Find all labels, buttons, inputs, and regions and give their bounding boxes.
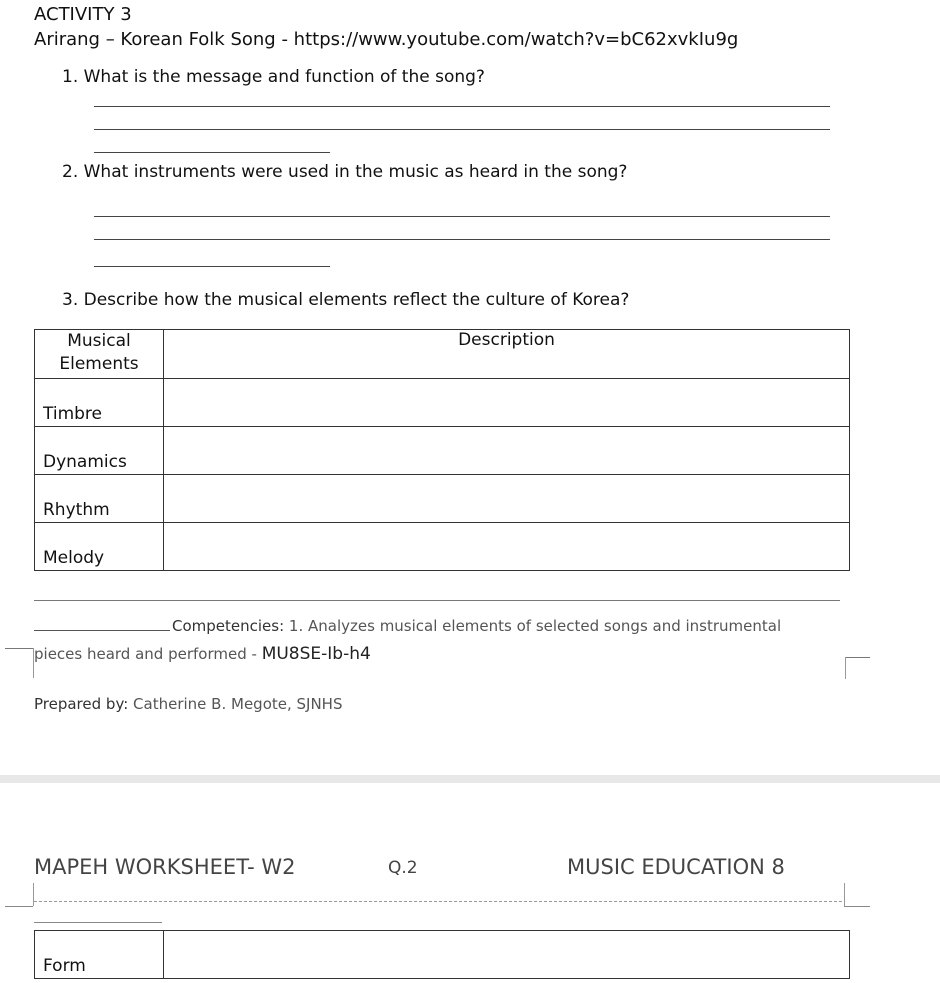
margin-mark: [845, 657, 846, 679]
prepared-by: [34, 695, 342, 713]
header-elements: Musical Elements: [35, 330, 164, 379]
subject-title: MUSIC EDUCATION 8: [567, 855, 785, 879]
row-label: Rhythm: [35, 475, 164, 523]
answer-line: [94, 129, 830, 130]
margin-mark: [844, 883, 845, 906]
question-2: 2. What instruments were used in the music as heard in the song?: [62, 162, 628, 182]
competencies-label: Competencies:: [172, 617, 285, 635]
competency-code: MU8SE-Ib-h4: [261, 644, 371, 664]
description-cell[interactable]: [164, 379, 850, 427]
row-label: Form: [35, 931, 164, 979]
margin-mark: [845, 657, 870, 658]
answer-line: [94, 152, 330, 153]
header-line: [34, 901, 842, 902]
worksheet-title: MAPEH WORKSHEET- W2: [34, 855, 296, 879]
answer-line: [94, 266, 330, 267]
margin-mark: [33, 883, 34, 906]
blank-line: [34, 922, 162, 923]
song-title: [34, 29, 738, 50]
answer-line: [94, 106, 830, 107]
prepared-name: Catherine B. Megote, SJNHS: [128, 695, 343, 713]
prepared-label: Prepared by:: [34, 695, 129, 713]
description-cell[interactable]: [164, 475, 850, 523]
description-cell[interactable]: [164, 427, 850, 475]
quarter: Q.2: [388, 858, 418, 878]
margin-mark: [5, 906, 33, 907]
description-cell[interactable]: [164, 931, 850, 979]
answer-line: [94, 216, 830, 217]
margin-mark: [33, 648, 34, 678]
competencies-text2: pieces heard and performed -: [34, 645, 262, 663]
competencies: [172, 617, 781, 635]
competencies-text: 1. Analyzes musical elements of selected songs and instrumental: [284, 617, 782, 635]
margin-mark: [844, 906, 870, 907]
answer-line: [94, 239, 830, 240]
description-cell[interactable]: [164, 523, 850, 571]
blank-line: [34, 630, 170, 631]
question-3: 3. Describe how the musical elements reflect the culture of Korea?: [62, 290, 630, 310]
song-url[interactable]: https://www.youtube.com/watch?v=bC62xvkIu9g: [293, 29, 739, 50]
form-table: [34, 930, 850, 979]
page-break: [0, 775, 940, 783]
row-label: Melody: [35, 523, 164, 571]
margin-mark: [5, 648, 33, 649]
activity-title: ACTIVITY 3: [34, 4, 132, 25]
divider: [34, 600, 840, 601]
header-description: Description: [164, 330, 850, 379]
question-1: 1. What is the message and function of the song?: [62, 67, 485, 87]
row-label: Dynamics: [35, 427, 164, 475]
elements-table: [34, 329, 850, 571]
song-name: Arirang – Korean Folk Song -: [34, 29, 294, 50]
competencies-line2: [34, 644, 371, 664]
row-label: Timbre: [35, 379, 164, 427]
